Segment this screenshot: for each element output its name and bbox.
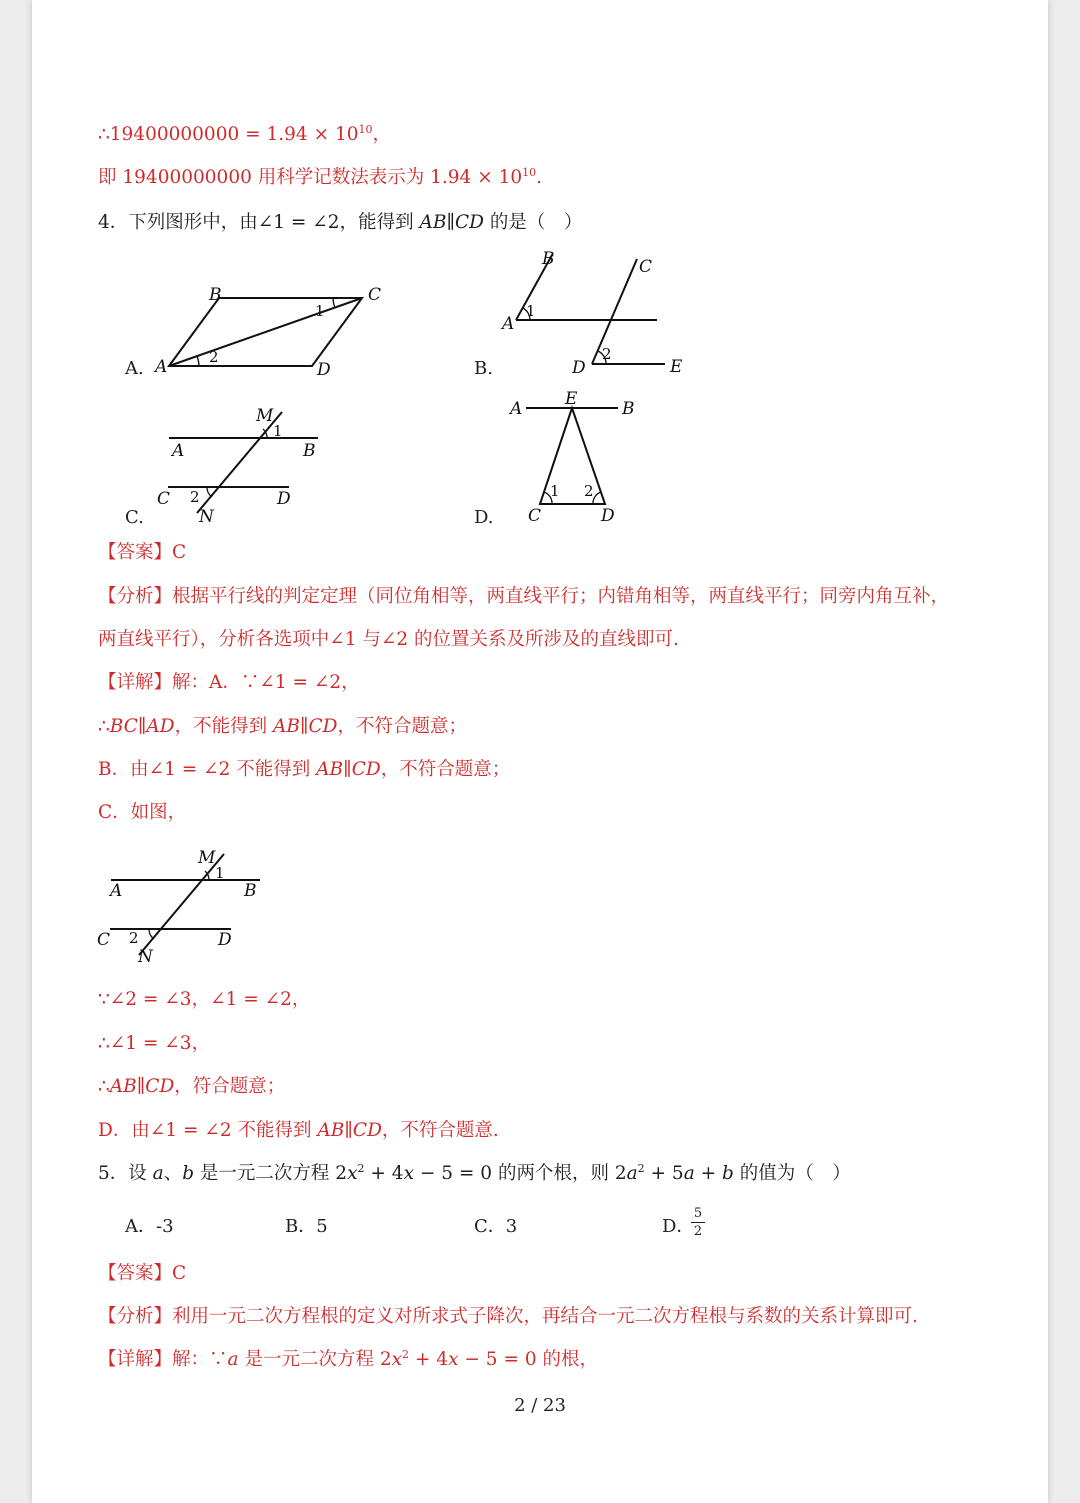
label-b: B (209, 285, 222, 305)
label-b: B (542, 249, 555, 269)
label-angle-1: 1 (550, 482, 560, 500)
detail-tag: 【详解】 (98, 1349, 173, 1370)
label-n: N (138, 947, 153, 967)
label-n: N (199, 507, 214, 527)
label-a: A (172, 441, 185, 461)
var: CD (351, 759, 381, 780)
parallel-symbol: ∥ (136, 1076, 146, 1097)
q5-option-d: D． (662, 1216, 695, 1237)
label-a: A (110, 881, 123, 901)
q4-detail-line-5 (98, 987, 310, 1013)
var: x (403, 1163, 415, 1184)
label-angle-1: 1 (315, 302, 325, 320)
text: 的是（ ） (483, 212, 583, 233)
numerator: 5 (693, 1206, 703, 1221)
label-a: A (510, 399, 523, 419)
var: a (683, 1163, 695, 1184)
text: 解：A．∵∠1 = ∠2， (172, 672, 360, 693)
analysis-tag: 【分析】 (98, 586, 173, 607)
label-angle-2: 2 (190, 488, 200, 506)
text: 是一元二次方程 2 (194, 1163, 348, 1184)
parallel-symbol: ∥ (344, 1120, 353, 1141)
label-a: A (502, 314, 515, 334)
figure-c (152, 398, 372, 528)
label-b: B (303, 441, 316, 461)
text: − 5 = 0 的两个根，则 2 (414, 1163, 627, 1184)
text: − 5 = 0 的根， (458, 1349, 598, 1370)
parallel-symbol: ∥ (137, 716, 147, 737)
text: + (694, 1163, 722, 1184)
exponent: 10 (358, 123, 373, 136)
denominator: 2 (693, 1224, 703, 1239)
var: a (152, 1163, 164, 1184)
q4-analysis-line-2 (98, 627, 679, 653)
option-c-label: C. (125, 507, 144, 528)
var: CD (308, 716, 338, 737)
q4-detail-line-8 (98, 1118, 499, 1144)
exponent: 2 (637, 1162, 645, 1175)
text: ∴∠1 = ∠3， (98, 1033, 211, 1054)
text: C．如图， (98, 802, 187, 823)
text: 4．下列图形中，由∠1 = ∠2，能得到 (98, 212, 420, 233)
text: 、 (163, 1163, 183, 1184)
text: ，不能得到 (174, 716, 274, 737)
label-c: C (97, 930, 111, 950)
sci-notation-line (98, 122, 391, 148)
label-d: D (572, 358, 586, 378)
text: + 4 (409, 1349, 449, 1370)
label-e: E (670, 357, 683, 377)
text: 两直线平行），分析各选项中∠1 与∠2 的位置关系及所涉及的直线即可. (98, 629, 679, 650)
label-c: C (528, 506, 542, 526)
text: ∴19400000000 = 1.94 × 10 (98, 124, 359, 145)
text: ， (372, 124, 392, 145)
label-angle-2: 2 (602, 345, 612, 363)
option-d-label: D. (474, 507, 494, 528)
label-angle-2: 2 (209, 348, 219, 366)
text: ，不符合题意. (381, 1120, 499, 1141)
label-d: D (601, 506, 615, 526)
answer-tag: 【答案】 (98, 542, 173, 563)
text: + 4 (364, 1163, 404, 1184)
analysis-tag: 【分析】 (98, 1306, 173, 1327)
label-angle-2: 2 (584, 482, 594, 500)
q4-detail-line-3 (98, 757, 510, 783)
var: a (227, 1349, 239, 1370)
exponent: 10 (522, 166, 537, 179)
var: CD (454, 212, 484, 233)
detail-tag: 【详解】 (98, 672, 173, 693)
label-angle-1: 1 (526, 302, 536, 320)
text: ，符合题意； (174, 1076, 286, 1097)
text: 解：∵ (172, 1349, 228, 1370)
var: BC (109, 716, 138, 737)
q5-analysis (98, 1304, 918, 1330)
sci-notation-conclusion (98, 165, 542, 191)
parallel-symbol: ∥ (343, 759, 352, 780)
text: 根据平行线的判定定理（同位角相等，两直线平行；内错角相等，两直线平行；同旁内角互补， (172, 586, 950, 607)
option-b-label: B. (474, 358, 493, 379)
q5-option-d-fraction (691, 1206, 705, 1239)
text: 是一元二次方程 2 (238, 1349, 392, 1370)
answer-value: C (172, 1263, 187, 1284)
text: 即 19400000000 用科学记数法表示为 1.94 × 10 (98, 167, 523, 188)
var: AD (146, 716, 175, 737)
text: ∴ (98, 1076, 110, 1097)
var: AB (419, 212, 447, 233)
var: x (391, 1349, 403, 1370)
label-b: B (622, 399, 635, 419)
var: AB (317, 1120, 345, 1141)
page-number: 2 / 23 (514, 1395, 566, 1416)
label-c: C (157, 489, 171, 509)
label-m: M (198, 848, 216, 868)
var: b (182, 1163, 195, 1184)
answer-tag: 【答案】 (98, 1263, 173, 1284)
text: 的值为（ ） (733, 1163, 851, 1184)
q5-detail (98, 1347, 598, 1373)
option-a-label: A. (125, 358, 144, 379)
var: AB (273, 716, 300, 737)
document-page (32, 0, 1048, 1503)
label-d: D (218, 930, 232, 950)
text: ，不符合题意； (337, 716, 468, 737)
fraction-bar (691, 1222, 705, 1223)
text: ∵∠2 = ∠3，∠1 = ∠2， (98, 989, 311, 1010)
solution-figure (94, 840, 314, 970)
q4-detail-line-7 (98, 1074, 285, 1100)
text: + 5 (644, 1163, 684, 1184)
label-angle-2: 2 (129, 929, 139, 947)
label-d: D (317, 360, 331, 380)
q4-answer (98, 540, 186, 566)
question-5-stem (98, 1161, 851, 1187)
label-e: E (565, 389, 578, 409)
q5-option-a: A．-3 (125, 1216, 174, 1237)
figure-b (502, 245, 702, 385)
q5-option-c: C．3 (474, 1216, 518, 1237)
q4-detail-line-2 (98, 714, 467, 740)
var: CD (352, 1120, 382, 1141)
q5-option-b: B．5 (285, 1216, 328, 1237)
text: 5．设 (98, 1163, 153, 1184)
label-angle-1: 1 (215, 864, 225, 882)
text: D．由∠1 = ∠2 不能得到 (98, 1120, 318, 1141)
var: x (448, 1349, 459, 1370)
var: CD (145, 1076, 175, 1097)
parallel-symbol: ∥ (446, 212, 455, 233)
var: AB (109, 1076, 137, 1097)
var: x (347, 1163, 358, 1184)
label-c: C (639, 257, 653, 277)
exponent: 2 (402, 1348, 410, 1361)
var: b (722, 1163, 734, 1184)
exponent: 2 (357, 1162, 365, 1175)
q4-analysis-line-1 (98, 584, 949, 610)
var: a (626, 1163, 638, 1184)
var: AB (316, 759, 344, 780)
q5-answer (98, 1261, 186, 1287)
parallel-symbol: ∥ (299, 716, 309, 737)
label-c: C (368, 285, 382, 305)
q4-detail-line-1 (98, 670, 360, 696)
figure-d-triangle (502, 388, 682, 528)
label-angle-1: 1 (273, 422, 283, 440)
q4-detail-line-6 (98, 1031, 210, 1057)
label-d: D (277, 489, 291, 509)
figure-a-parallelogram (157, 280, 397, 380)
question-4-stem (98, 210, 582, 236)
text: . (536, 167, 543, 188)
text: 利用一元二次方程根的定义对所求式子降次，再结合一元二次方程根与系数的关系计算即可. (172, 1306, 918, 1327)
text: ∴ (98, 716, 110, 737)
text: ，不符合题意； (380, 759, 511, 780)
label-m: M (256, 406, 274, 426)
label-a: A (155, 357, 168, 377)
q4-detail-line-4 (98, 800, 186, 826)
text: B．由∠1 = ∠2 不能得到 (98, 759, 317, 780)
label-b: B (244, 881, 257, 901)
answer-value: C (172, 542, 187, 563)
